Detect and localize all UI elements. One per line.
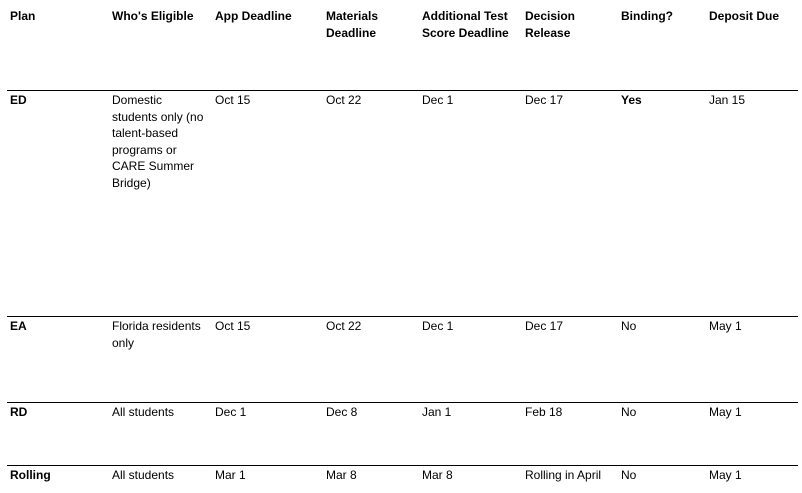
app-deadline-cell: Oct 15 — [212, 91, 323, 317]
test-score-deadline-cell: Dec 1 — [419, 317, 522, 403]
binding-cell: No — [618, 403, 706, 466]
header-plan: Plan — [7, 0, 109, 91]
decision-release-cell: Dec 17 — [522, 317, 618, 403]
admission-deadlines-table — [7, 0, 798, 493]
eligible-cell: All students — [109, 403, 212, 466]
app-deadline-cell: Mar 1 — [212, 466, 323, 493]
table-row — [7, 91, 798, 317]
decision-release-cell: Rolling in April — [522, 466, 618, 493]
binding-cell: Yes — [618, 91, 706, 317]
materials-deadline-cell: Dec 8 — [323, 403, 419, 466]
plan-cell: Rolling — [7, 466, 109, 493]
plan-cell: EA — [7, 317, 109, 403]
eligible-cell: Domestic students only (no talent-based programs or CARE Summer Bridge) — [109, 91, 212, 317]
table-row — [7, 317, 798, 403]
decision-release-cell: Dec 17 — [522, 91, 618, 317]
header-eligible: Who's Eligible — [109, 0, 212, 91]
deposit-due-cell: Jan 15 — [706, 91, 798, 317]
eligible-cell: All students — [109, 466, 212, 493]
materials-deadline-cell: Oct 22 — [323, 91, 419, 317]
test-score-deadline-cell: Mar 8 — [419, 466, 522, 493]
header-deposit-due: Deposit Due — [706, 0, 798, 91]
deposit-due-cell: May 1 — [706, 317, 798, 403]
eligible-cell: Florida residents only — [109, 317, 212, 403]
header-binding: Binding? — [618, 0, 706, 91]
header-test-score-deadline: Additional Test Score Deadline — [419, 0, 522, 91]
test-score-deadline-cell: Jan 1 — [419, 403, 522, 466]
table-row — [7, 403, 798, 466]
decision-release-cell: Feb 18 — [522, 403, 618, 466]
header-decision-release: Decision Release — [522, 0, 618, 91]
table-header-row — [7, 0, 798, 91]
app-deadline-cell: Dec 1 — [212, 403, 323, 466]
plan-cell: RD — [7, 403, 109, 466]
deposit-due-cell: May 1 — [706, 466, 798, 493]
plan-cell: ED — [7, 91, 109, 317]
header-materials-deadline: Materials Deadline — [323, 0, 419, 91]
binding-cell: No — [618, 466, 706, 493]
binding-cell: No — [618, 317, 706, 403]
materials-deadline-cell: Mar 8 — [323, 466, 419, 493]
header-app-deadline: App Deadline — [212, 0, 323, 91]
deposit-due-cell: May 1 — [706, 403, 798, 466]
test-score-deadline-cell: Dec 1 — [419, 91, 522, 317]
materials-deadline-cell: Oct 22 — [323, 317, 419, 403]
app-deadline-cell: Oct 15 — [212, 317, 323, 403]
